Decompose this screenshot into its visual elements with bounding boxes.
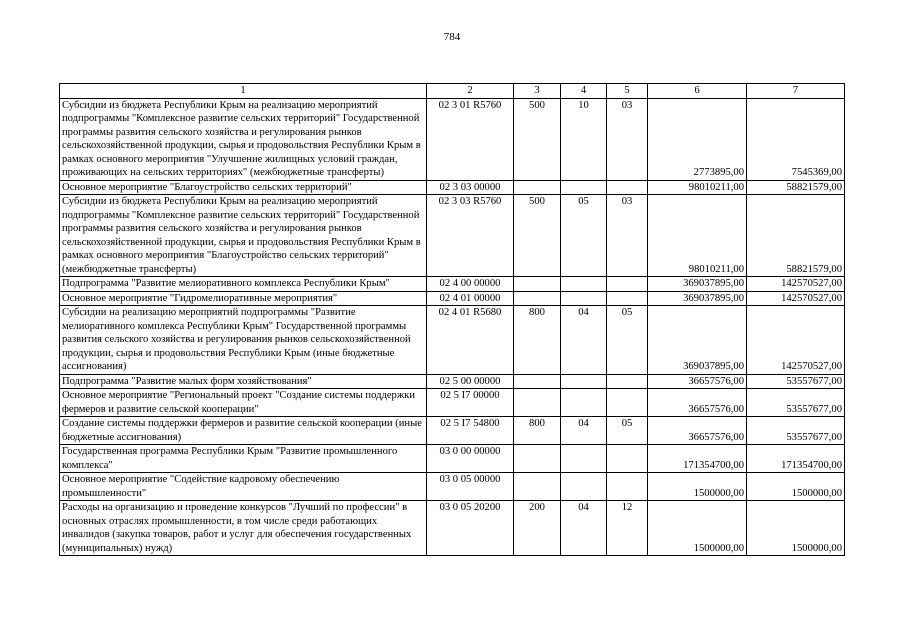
row-amount-col6: 98010211,00 bbox=[648, 195, 747, 277]
column-header: 6 bbox=[648, 84, 747, 99]
row-description: Государственная программа Республики Крым "Развитие промышленного комплекса" bbox=[60, 445, 427, 473]
row-subsection: 12 bbox=[607, 501, 648, 556]
row-expense-type: 800 bbox=[514, 306, 561, 375]
row-code: 03 0 05 20200 bbox=[427, 501, 514, 556]
budget-table bbox=[59, 83, 845, 556]
row-amount-col6: 369037895,00 bbox=[648, 291, 747, 306]
row-code: 02 3 03 00000 bbox=[427, 180, 514, 195]
table-row bbox=[60, 389, 845, 417]
row-section bbox=[561, 277, 607, 292]
row-subsection: 05 bbox=[607, 306, 648, 375]
row-amount-col7: 58821579,00 bbox=[747, 195, 845, 277]
row-code: 02 3 01 R5760 bbox=[427, 98, 514, 180]
row-amount-col6: 1500000,00 bbox=[648, 473, 747, 501]
table-row bbox=[60, 180, 845, 195]
row-amount-col7: 53557677,00 bbox=[747, 374, 845, 389]
row-expense-type bbox=[514, 389, 561, 417]
page-number: 784 bbox=[443, 31, 461, 43]
row-expense-type: 800 bbox=[514, 417, 561, 445]
table-row bbox=[60, 473, 845, 501]
row-description: Основное мероприятие "Гидромелиоративные мероприятия" bbox=[60, 291, 427, 306]
row-description: Основное мероприятие "Содействие кадровому обеспечению промышленности" bbox=[60, 473, 427, 501]
row-description: Подпрограмма "Развитие мелиоративного комплекса Республики Крым" bbox=[60, 277, 427, 292]
row-subsection bbox=[607, 389, 648, 417]
row-section: 05 bbox=[561, 195, 607, 277]
row-expense-type: 500 bbox=[514, 195, 561, 277]
row-amount-col7: 1500000,00 bbox=[747, 501, 845, 556]
row-expense-type: 200 bbox=[514, 501, 561, 556]
row-expense-type bbox=[514, 445, 561, 473]
row-amount-col6: 369037895,00 bbox=[648, 277, 747, 292]
row-subsection: 05 bbox=[607, 417, 648, 445]
row-subsection bbox=[607, 473, 648, 501]
row-description: Расходы на организацию и проведение конкурсов "Лучший по профессии" в основных отраслях промышленности, в том числе среди работающих инвалидов (закупка товаров, работ и услуг для обеспечения государственных (муниципальных) нужд) bbox=[60, 501, 427, 556]
table-row bbox=[60, 445, 845, 473]
row-subsection bbox=[607, 374, 648, 389]
table-row bbox=[60, 277, 845, 292]
row-description: Основное мероприятие "Благоустройство сельских территорий" bbox=[60, 180, 427, 195]
row-amount-col7: 1500000,00 bbox=[747, 473, 845, 501]
column-header: 4 bbox=[561, 84, 607, 99]
table-row bbox=[60, 501, 845, 556]
column-header: 5 bbox=[607, 84, 648, 99]
row-subsection bbox=[607, 180, 648, 195]
row-description: Подпрограмма "Развитие малых форм хозяйствования" bbox=[60, 374, 427, 389]
row-subsection: 03 bbox=[607, 195, 648, 277]
row-code: 02 5 00 00000 bbox=[427, 374, 514, 389]
row-section bbox=[561, 445, 607, 473]
row-subsection bbox=[607, 445, 648, 473]
row-description: Создание системы поддержки фермеров и развитие сельской кооперации (иные бюджетные ассигнования) bbox=[60, 417, 427, 445]
row-expense-type bbox=[514, 374, 561, 389]
table-row bbox=[60, 374, 845, 389]
row-amount-col7: 7545369,00 bbox=[747, 98, 845, 180]
table-row bbox=[60, 306, 845, 375]
row-code: 03 0 00 00000 bbox=[427, 445, 514, 473]
table-header-row bbox=[60, 84, 845, 99]
row-code: 02 5 I7 00000 bbox=[427, 389, 514, 417]
row-amount-col6: 36657576,00 bbox=[648, 417, 747, 445]
row-section bbox=[561, 291, 607, 306]
row-code: 02 4 01 00000 bbox=[427, 291, 514, 306]
row-code: 02 4 01 R5680 bbox=[427, 306, 514, 375]
table-row bbox=[60, 195, 845, 277]
row-expense-type bbox=[514, 291, 561, 306]
row-amount-col7: 142570527,00 bbox=[747, 277, 845, 292]
row-code: 02 5 I7 54800 bbox=[427, 417, 514, 445]
row-amount-col6: 36657576,00 bbox=[648, 389, 747, 417]
row-expense-type: 500 bbox=[514, 98, 561, 180]
row-code: 02 3 03 R5760 bbox=[427, 195, 514, 277]
row-expense-type bbox=[514, 473, 561, 501]
row-subsection bbox=[607, 277, 648, 292]
row-amount-col7: 142570527,00 bbox=[747, 306, 845, 375]
row-expense-type bbox=[514, 277, 561, 292]
row-section bbox=[561, 473, 607, 501]
row-subsection bbox=[607, 291, 648, 306]
row-amount-col6: 2773895,00 bbox=[648, 98, 747, 180]
row-section: 04 bbox=[561, 417, 607, 445]
row-description: Субсидии из бюджета Республики Крым на реализацию мероприятий подпрограммы "Комплексное развитие сельских территорий" Государственной программы развития сельского хозяйства и регулирования рынков сельскохозяйственной продукции, сырья и продовольствия Республики Крым в рамках основного мероприятия "Улучшение жилищных условий граждан, проживающих на сельских территориях" (межбюджетные трансферты) bbox=[60, 98, 427, 180]
row-section: 04 bbox=[561, 501, 607, 556]
row-subsection: 03 bbox=[607, 98, 648, 180]
table-row bbox=[60, 98, 845, 180]
row-amount-col7: 142570527,00 bbox=[747, 291, 845, 306]
row-section bbox=[561, 374, 607, 389]
row-amount-col6: 98010211,00 bbox=[648, 180, 747, 195]
table-row bbox=[60, 291, 845, 306]
row-amount-col7: 58821579,00 bbox=[747, 180, 845, 195]
column-header: 7 bbox=[747, 84, 845, 99]
column-header: 2 bbox=[427, 84, 514, 99]
row-description: Основное мероприятие "Региональный проект "Создание системы поддержки фермеров и развитие сельской кооперации" bbox=[60, 389, 427, 417]
column-header: 1 bbox=[60, 84, 427, 99]
row-section bbox=[561, 180, 607, 195]
row-description: Субсидии из бюджета Республики Крым на реализацию мероприятий подпрограммы "Комплексное развитие сельских территорий" Государственной программы развития сельского хозяйства и регулирования рынков сельскохозяйственной продукции, сырья и продовольствия Республики Крым в рамках основного мероприятия "Благоустройство сельских территорий" (межбюджетные трансферты) bbox=[60, 195, 427, 277]
row-amount-col6: 1500000,00 bbox=[648, 501, 747, 556]
row-amount-col7: 171354700,00 bbox=[747, 445, 845, 473]
row-amount-col7: 53557677,00 bbox=[747, 389, 845, 417]
row-amount-col6: 369037895,00 bbox=[648, 306, 747, 375]
row-description: Субсидии на реализацию мероприятий подпрограммы "Развитие мелиоративного комплекса Республики Крым" Государственной программы развития сельского хозяйства и регулирования рынков сельскохозяйственной продукции, сырья и продовольствия Республики Крым (иные бюджетные ассигнования) bbox=[60, 306, 427, 375]
row-code: 02 4 00 00000 bbox=[427, 277, 514, 292]
row-section: 04 bbox=[561, 306, 607, 375]
table-row bbox=[60, 417, 845, 445]
row-amount-col6: 36657576,00 bbox=[648, 374, 747, 389]
column-header: 3 bbox=[514, 84, 561, 99]
row-section: 10 bbox=[561, 98, 607, 180]
row-amount-col7: 53557677,00 bbox=[747, 417, 845, 445]
row-amount-col6: 171354700,00 bbox=[648, 445, 747, 473]
row-code: 03 0 05 00000 bbox=[427, 473, 514, 501]
row-section bbox=[561, 389, 607, 417]
row-expense-type bbox=[514, 180, 561, 195]
